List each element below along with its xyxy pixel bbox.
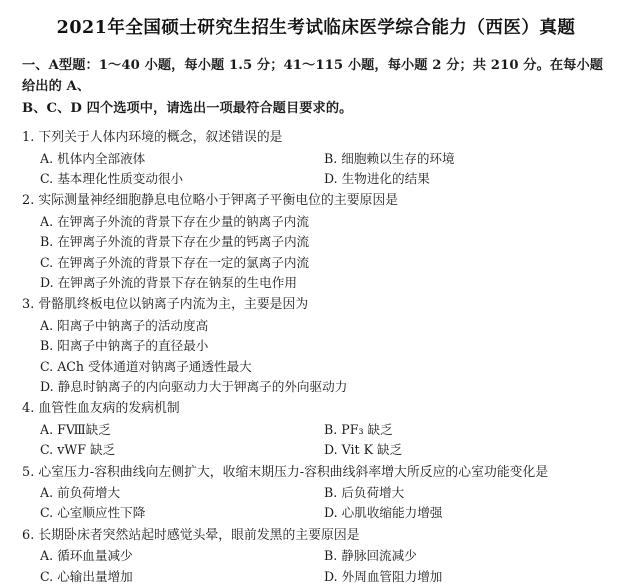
question-options [22,212,610,294]
question-options [22,483,610,524]
option-c[interactable]: C. 心室顺应性下降 [40,505,146,521]
question-item [22,128,610,189]
question-options [22,316,610,398]
option-a[interactable]: A. 循环血量减少 [40,548,133,564]
option-d[interactable]: D. 外周血管阻力增加 [324,568,443,584]
question-options [22,149,610,190]
option-a[interactable]: A. 在钾离子外流的背景下存在少量的钠离子内流 [40,213,309,229]
question-stem: 3. 骨骼肌终板电位以钠离子内流为主，主要是因为 [22,297,309,313]
instructions-line-1: 一、A型题：1～40 小题，每小题 1.5 分；41～115 小题，每小题 2 分；共 210 分。在每小题给出的 A、 [22,58,604,95]
question-stem: 2. 实际测量神经细胞静息电位略小于钾离子平衡电位的主要原因是 [22,193,399,209]
question-item [22,463,610,524]
option-d[interactable]: D. 在钾离子外流的背景下存在钠泵的生电作用 [40,274,297,290]
option-c[interactable]: C. 心输出量增加 [40,568,133,584]
option-b[interactable]: B. 阳离子中钠离子的直径最小 [40,338,209,354]
option-b[interactable]: B. 后负荷增大 [324,485,405,500]
option-c[interactable]: C. ACh 受体通道对钠离子通透性最大 [40,358,252,374]
question-item [22,526,610,587]
option-b[interactable]: B. PF₃ 缺乏 [324,421,393,437]
question-stem: 5. 心室压力-容积曲线向左侧扩大，收缩末期压力-容积曲线斜率增大所反应的心室功能变化是 [22,464,549,480]
option-c[interactable]: C. 基本理化性质变动很小 [40,170,184,186]
option-a[interactable]: A. 阳离子中钠离子的活动度高 [40,317,209,333]
question-item [22,399,610,460]
page-title: 2021年全国硕士研究生招生考试临床医学综合能力（西医）真题 [56,18,576,38]
question-stem: 1. 下列关于人体内环境的概念，叙述错误的是 [22,130,283,146]
option-c[interactable]: C. vWF 缺乏 [40,442,116,458]
option-a[interactable]: A. FⅧ缺乏 [40,421,111,437]
option-d[interactable]: D. 静息时钠离子的内向驱动力大于钾离子的外向驱动力 [40,378,348,394]
option-a[interactable]: A. 机体内全部液体 [40,150,146,166]
option-a[interactable]: A. 前负荷增大 [40,485,121,500]
option-b[interactable]: B. 在钾离子外流的背景下存在少量的钙离子内流 [40,234,310,250]
option-d[interactable]: D. 生物进化的结果 [324,170,430,186]
option-b[interactable]: B. 细胞赖以生存的环境 [324,150,455,166]
instructions-line-2: B、C、D 四个选项中，请选出一项最符合题目要求的。 [22,100,353,116]
option-c[interactable]: C. 在钾离子外流的背景下存在一定的氯离子内流 [40,254,310,270]
option-b[interactable]: B. 静脉回流减少 [324,548,417,564]
question-item [22,191,610,293]
question-options [22,420,610,461]
option-d[interactable]: D. Vit K 缺乏 [324,442,403,458]
question-stem: 4. 血管性血友病的发病机制 [22,401,180,417]
instructions [22,55,610,119]
question-stem: 6. 长期卧床者突然站起时感觉头晕，眼前发黑的主要原因是 [22,527,360,543]
question-options [22,546,610,587]
question-item [22,295,610,397]
option-d[interactable]: D. 心肌收缩能力增强 [324,505,443,521]
